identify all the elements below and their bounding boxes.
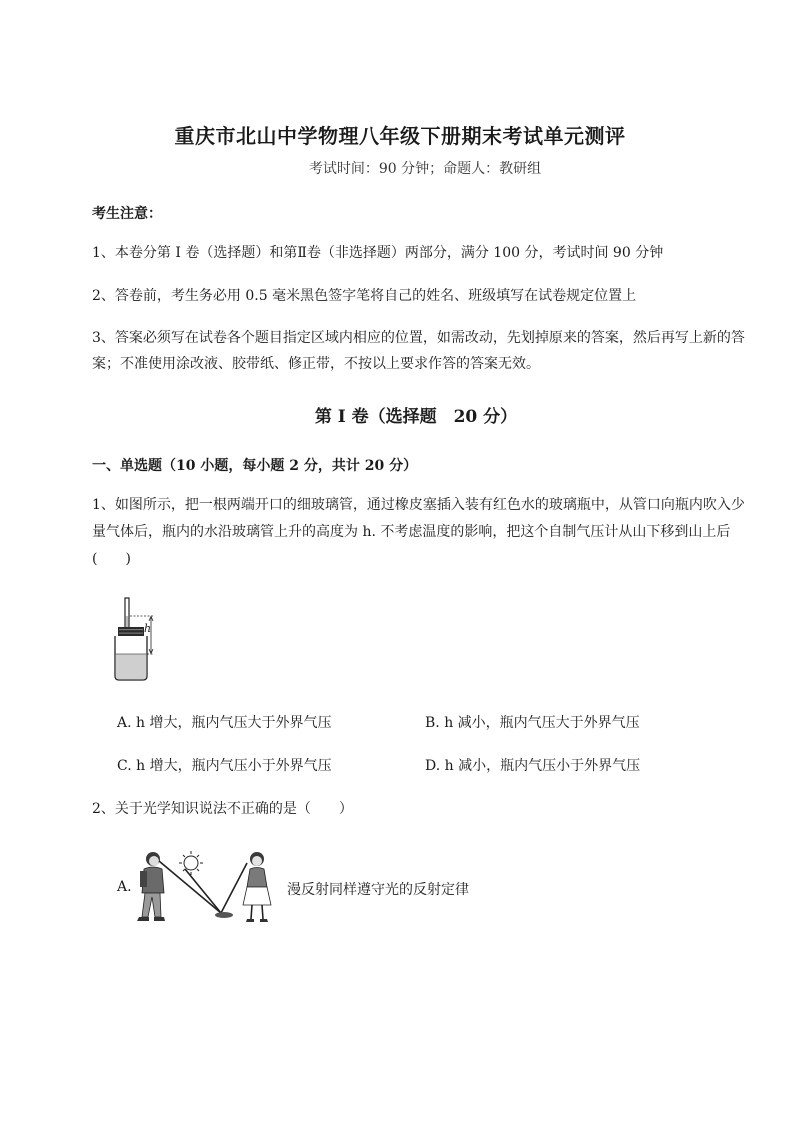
diffuse-reflection-figure (133, 847, 281, 929)
question-1-option-d[interactable]: D. h 减小，瓶内气压小于外界气压 (425, 758, 641, 774)
diffuse-reflection-drawing (133, 847, 281, 929)
exam-subtitle: 考试时间：90 分钟；命题人：教研组 (308, 161, 542, 177)
notice-item-1: 1、本卷分第 I 卷（选择题）和第Ⅱ卷（非选择题）两部分，满分 100 分，考试时间 90 分钟 (92, 245, 664, 261)
notice-item-2: 2、答卷前，考生务必用 0.5 毫米黑色签字笔将自己的姓名、班级填写在试卷规定位置上 (92, 288, 637, 304)
question-1-option-a[interactable]: A. h 增大，瓶内气压大于外界气压 (117, 715, 332, 731)
exam-title: 重庆市北山中学物理八年级下册期末考试单元测评 (174, 124, 626, 148)
question-2-option-a-letter[interactable]: A. (117, 879, 132, 895)
question-1-option-b[interactable]: B. h 减小，瓶内气压大于外界气压 (425, 715, 640, 731)
notice-heading: 考生注意： (92, 206, 162, 222)
question-1-option-c[interactable]: C. h 增大，瓶内气压小于外界气压 (117, 758, 332, 774)
barometer-figure (108, 596, 168, 684)
section-title: 第 I 卷（选择题 20 分） (314, 407, 518, 427)
question-1-stem: 1、如图所示，把一根两端开口的细玻璃管，通过橡皮塞插入装有红色水的玻璃瓶中，从管口向瓶内吹入少量气体后，瓶内的水沿玻璃管上升的高度为 h. 不考虑温度的影响，把这个自制气压计从山下移到山上后( ) (92, 497, 745, 567)
subsection-heading: 一、单选题（10 小题，每小题 2 分，共计 20 分） (92, 458, 418, 474)
question-2-stem: 2、关于光学知识说法不正确的是（ ） (92, 801, 353, 817)
height-label-h: h (144, 622, 152, 635)
barometer-drawing (108, 596, 168, 684)
notice-item-3: 3、答案必须写在试卷各个题目指定区域内相应的位置，如需改动，先划掉原来的答案，然后再写上新的答案；不准使用涂改液、胶带纸、修正带，不按以上要求作答的答案无效。 (92, 330, 745, 372)
question-2-option-a-text[interactable]: 漫反射同样遵守光的反射定律 (287, 882, 469, 898)
